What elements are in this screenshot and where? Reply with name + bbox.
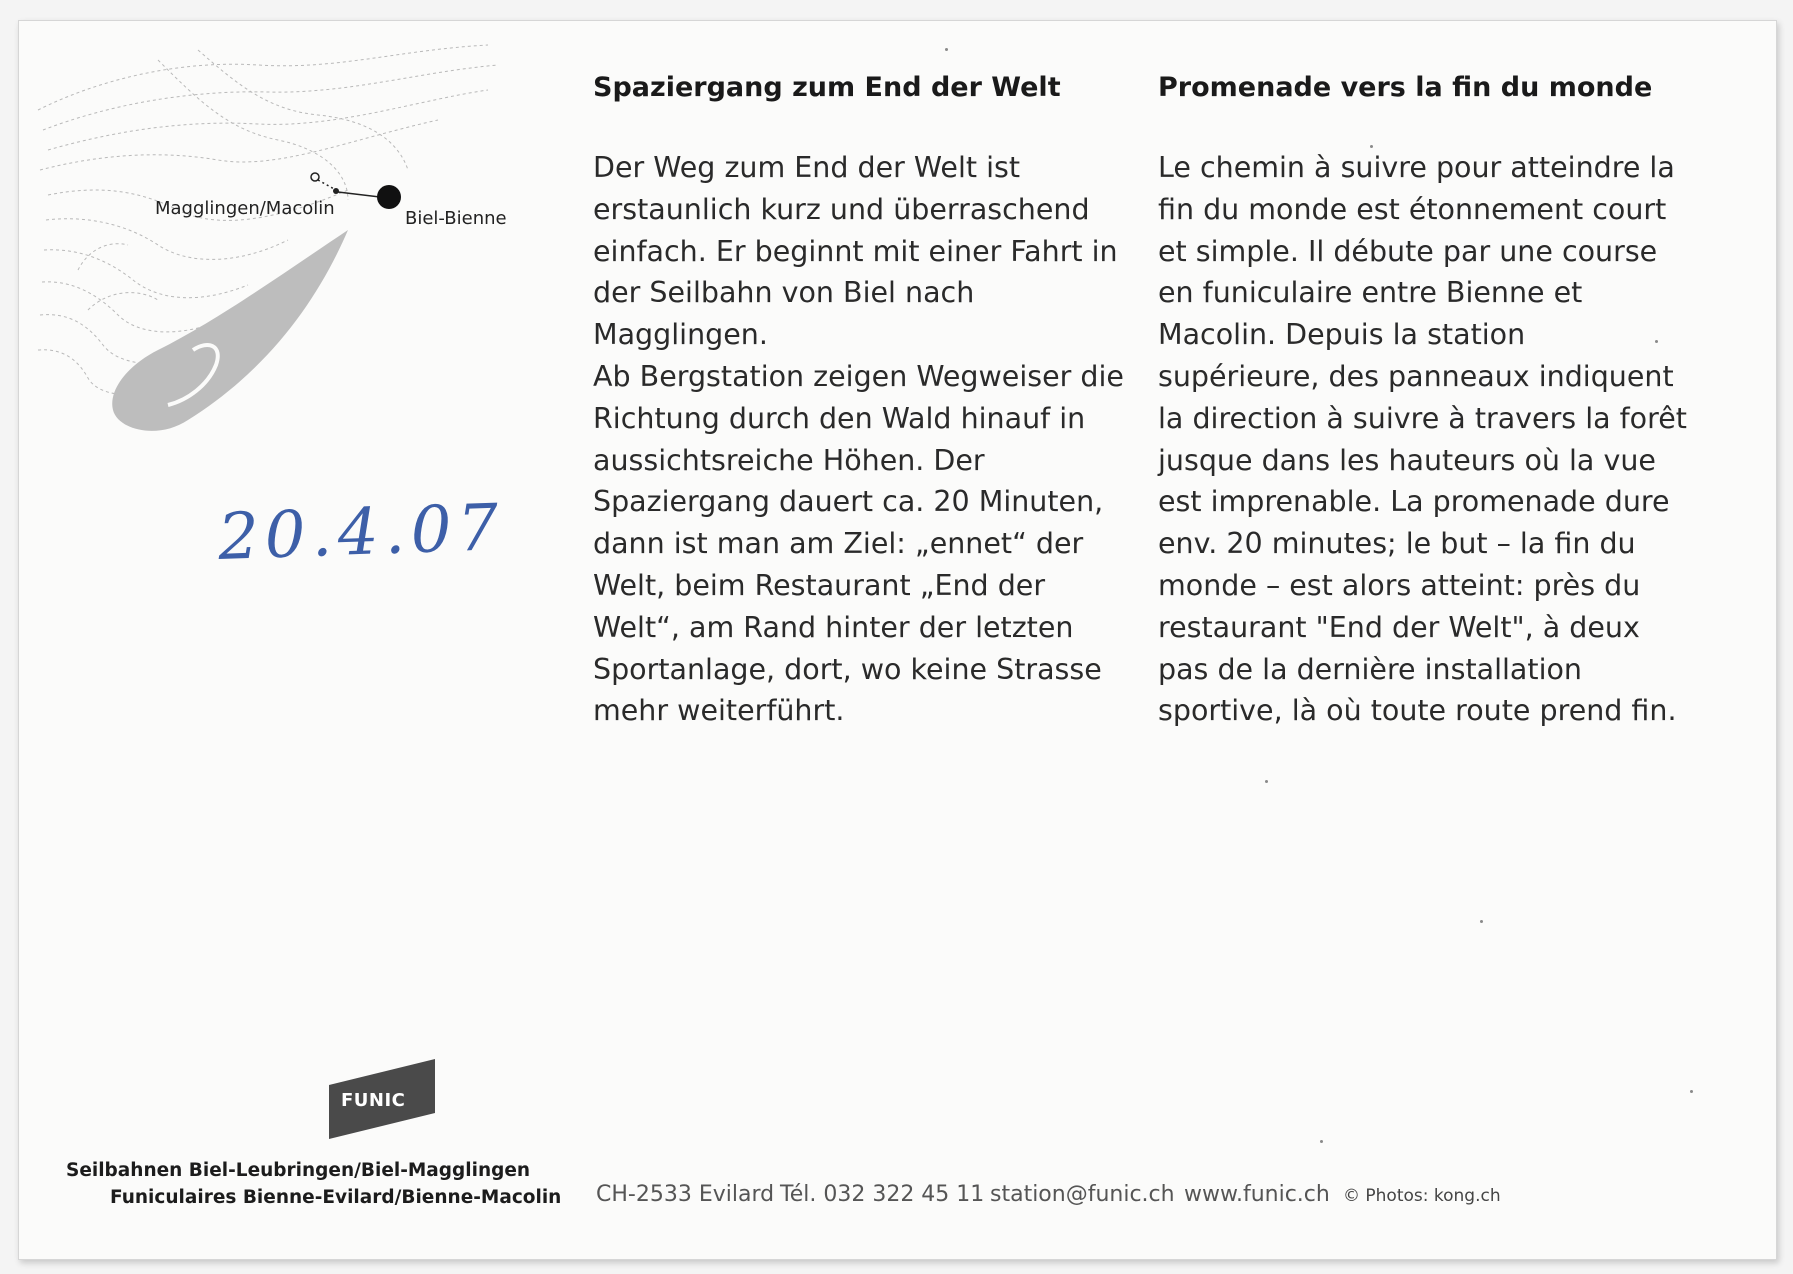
paper-speck — [1265, 780, 1268, 783]
map-label-macolin: Magglingen/Macolin — [155, 198, 335, 219]
funic-logo-text: FUNIC — [341, 1090, 406, 1111]
german-title: Spaziergang zum End der Welt — [593, 72, 1061, 103]
phone: Tél. 032 322 45 11 — [780, 1182, 985, 1207]
german-column — [593, 72, 1133, 732]
handwritten-date: 20.4.07 — [216, 491, 506, 575]
macolin-station-icon — [311, 173, 319, 181]
map-label-bienne: Biel-Bienne — [405, 208, 507, 229]
address: CH-2533 Evilard — [596, 1182, 775, 1207]
website-link[interactable]: www.funic.ch — [1184, 1182, 1330, 1207]
french-title: Promenade vers la fin du monde — [1158, 72, 1653, 103]
photo-credit: © Photos: kong.ch — [1343, 1186, 1501, 1206]
german-body: Der Weg zum End der Welt ist erstaunlich kurz und überraschend einfach. Er beginnt mit einer Fahrt in der Seilbahn von Biel nach Magglingen. Ab Bergstation zeigen Wegweiser die Richtung durch den Wald hinauf in aussichtsreiche Höhen. Der Spaziergang dauert ca. 20 Minuten, dann ist man am Ziel: „ennet“ der Welt, beim Restaurant „End der Welt“, am Rand hinter der letzten Sportanlage, dort, wo keine Strasse mehr weiterführt. — [593, 151, 1124, 728]
company-name-fr: Funiculaires Bienne-Evilard/Bienne-Macolin — [110, 1187, 562, 1208]
email-link[interactable]: station@funic.ch — [990, 1182, 1175, 1207]
french-column — [1158, 72, 1698, 732]
paper-speck — [1320, 1140, 1323, 1143]
bienne-station-icon — [377, 185, 401, 209]
paper-speck — [1480, 920, 1483, 923]
company-name-de: Seilbahnen Biel-Leubringen/Biel-Magglingen — [66, 1160, 531, 1181]
paper-speck — [1655, 340, 1658, 343]
route-map — [18, 20, 578, 480]
lake-shape — [112, 230, 348, 431]
french-body: Le chemin à suivre pour atteindre la fin du monde est étonnement court et simple. Il débute par une course en funiculaire entre Bienne et Macolin. Depuis la station supérieure, des panneaux indiquent la direction à suivre à travers la forêt jusque dans les hauteurs où la vue est imprenable. La promenade dure env. 20 minutes; le but – la fin du monde – est alors atteint: près du restaurant "End der Welt", à deux pas de la dernière installation sportive, là où toute route prend fin. — [1158, 151, 1687, 728]
paper-speck — [1370, 145, 1373, 148]
paper-speck — [945, 48, 948, 51]
paper-speck — [1690, 1090, 1693, 1093]
